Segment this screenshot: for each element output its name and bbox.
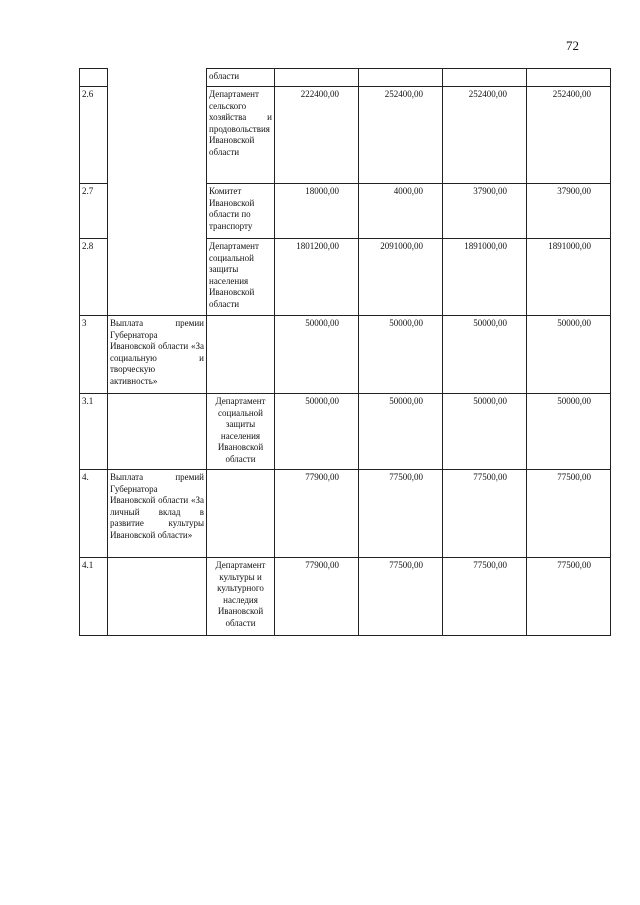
department <box>207 316 275 394</box>
value-1: 77900,00 <box>275 558 359 636</box>
department: Департамент культуры и культурного наследия Ивановской области <box>207 558 275 636</box>
row-number: 4. <box>80 470 108 558</box>
value-1: 222400,00 <box>275 87 359 184</box>
department <box>207 470 275 558</box>
row-number: 2.8 <box>80 239 108 316</box>
value-2: 2091000,00 <box>359 239 443 316</box>
row-number: 3.1 <box>80 394 108 470</box>
value-4: 252400,00 <box>527 87 611 184</box>
table-row <box>80 239 611 316</box>
row-number: 3 <box>80 316 108 394</box>
department: Департамент сельского хозяйства и продовольствия Ивановской области <box>207 87 275 184</box>
value-2 <box>359 69 443 87</box>
value-1: 18000,00 <box>275 184 359 239</box>
row-number: 2.7 <box>80 184 108 239</box>
value-1: 77900,00 <box>275 470 359 558</box>
table-row <box>80 184 611 239</box>
table-row <box>80 87 611 184</box>
value-4: 37900,00 <box>527 184 611 239</box>
value-1: 50000,00 <box>275 316 359 394</box>
value-4: 77500,00 <box>527 558 611 636</box>
page-number: 72 <box>566 38 579 53</box>
value-3: 37900,00 <box>443 184 527 239</box>
program-name: Выплата премий Губернатора Ивановской области «За личный вклад в развитие культуры Ивановской области» <box>108 470 207 558</box>
department: Комитет Ивановской области по транспорту <box>207 184 275 239</box>
table-row <box>80 470 611 558</box>
value-4 <box>527 69 611 87</box>
row-number <box>80 69 108 87</box>
table-row <box>80 316 611 394</box>
table-row <box>80 394 611 470</box>
value-4: 50000,00 <box>527 316 611 394</box>
value-3: 1891000,00 <box>443 239 527 316</box>
value-2: 4000,00 <box>359 184 443 239</box>
row-number: 4.1 <box>80 558 108 636</box>
value-4: 77500,00 <box>527 470 611 558</box>
value-2: 50000,00 <box>359 316 443 394</box>
value-2: 50000,00 <box>359 394 443 470</box>
value-2: 252400,00 <box>359 87 443 184</box>
value-3: 77500,00 <box>443 558 527 636</box>
program-name <box>108 87 207 184</box>
value-1 <box>275 69 359 87</box>
value-4: 1891000,00 <box>527 239 611 316</box>
value-1: 50000,00 <box>275 394 359 470</box>
program-name <box>108 394 207 470</box>
program-name: Выплата премии Губернатора Ивановской области «За социальную и творческую активность» <box>108 316 207 394</box>
department: области <box>207 69 275 87</box>
value-3: 77500,00 <box>443 470 527 558</box>
budget-table <box>79 68 611 636</box>
value-3: 50000,00 <box>443 316 527 394</box>
program-name <box>108 558 207 636</box>
program-name <box>108 184 207 239</box>
row-number: 2.6 <box>80 87 108 184</box>
program-name <box>108 69 207 87</box>
value-2: 77500,00 <box>359 470 443 558</box>
value-3: 252400,00 <box>443 87 527 184</box>
department: Департамент социальной защиты населения Ивановской области <box>207 239 275 316</box>
value-3 <box>443 69 527 87</box>
department: Департамент социальной защиты населения Ивановской области <box>207 394 275 470</box>
table-row <box>80 69 611 87</box>
value-1: 1801200,00 <box>275 239 359 316</box>
program-name <box>108 239 207 316</box>
value-4: 50000,00 <box>527 394 611 470</box>
value-2: 77500,00 <box>359 558 443 636</box>
table-row <box>80 558 611 636</box>
value-3: 50000,00 <box>443 394 527 470</box>
